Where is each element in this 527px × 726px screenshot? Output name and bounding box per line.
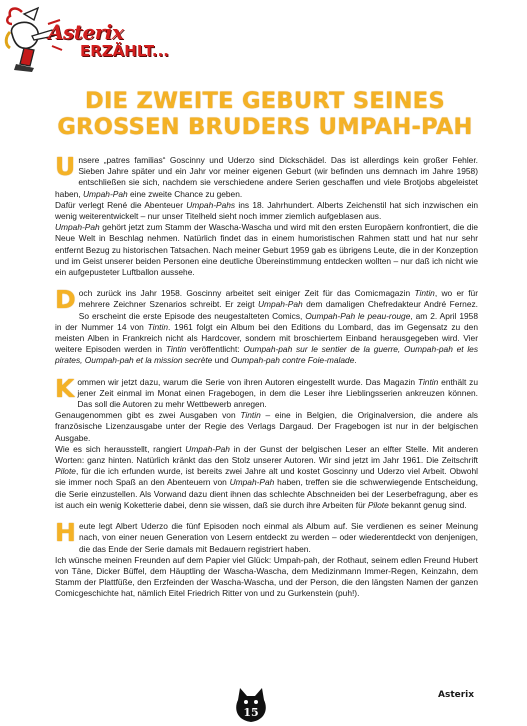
- body-text: . 1961 folgt ein Album bei den Editions du Lombard, das im Gegensatz zu den meisten Alben in Frankreich nicht als Hardcover, sondern mit broschiertem Einband herausgegeben wird. Vier weitere Episoden werden in: [55, 321, 478, 355]
- asterix-erzaehlt-logo: [4, 6, 169, 76]
- article-title: [40, 88, 490, 140]
- body-text: bekannt genug sind.: [388, 499, 467, 510]
- paragraph-1: [55, 152, 479, 278]
- paragraph-4: [55, 518, 478, 599]
- drop-cap: K: [55, 373, 75, 403]
- italic-title-text: Oumpah-pah sur le sentier de la guerre, Oumpah-pah et les pirates, Oumpah-pah et la mission secrète: [55, 344, 479, 366]
- body-text: – eine in Belgien, die Originalversion, die andere als französische Lizenzausgabe unter der Regie des Verlags Dargaud. Der Fragebogen ist nur in der belgischen Ausgabe.: [55, 410, 478, 443]
- body-text: nsere „patres familias“ Goscinny und Uderzo sind Dickschädel. Das ist allerdings kein großer Fehler. Sieben Jahre später und ein Jahr vor meiner eigenen Geburt (wir befinden uns demnach im Jahre 1958) entschließen sie sich, nachdem sie verschiedene andere Serien geschaffen und viele Brotjobs abgeleistet haben,: [55, 155, 478, 199]
- italic-title-text: Umpah-Pah: [257, 299, 303, 310]
- paragraph-text: [55, 518, 478, 599]
- body-text: und: [212, 355, 231, 366]
- body-text: Genaugenommen gibt es zwei Ausgaben von: [55, 410, 241, 421]
- body-text: Wie es sich herausstellt, rangiert: [55, 443, 186, 454]
- italic-title-text: Tintin: [165, 344, 187, 355]
- body-text: och zurück ins Jahr 1958. Goscinny arbeitet seit einiger Zeit für das Comicmagazin: [78, 288, 415, 299]
- footer-brand: Asterix: [438, 690, 475, 700]
- title-line-2: GROSSEN BRUDERS UMPAH-PAH: [57, 114, 473, 140]
- italic-title-text: Oumpah-Pah le peau-rouge: [305, 310, 411, 321]
- italic-title-text: Oumpah-pah contre Foie-malade: [230, 355, 355, 366]
- drop-cap: U: [55, 152, 76, 181]
- italic-title-text: Tintin: [414, 288, 435, 299]
- body-text: , wo er für mehrere Zeichner Szenarios schreibt. Er zeigt: [78, 288, 478, 310]
- body-text: dem damaligen Chefredakteur André Fernez. So erscheint die erste Episode des neugestalteten Comics,: [78, 299, 478, 321]
- italic-title-text: Tintin: [240, 410, 261, 421]
- body-text: Ich wünsche meinen Freunden auf dem Papier viel Glück: Umpah-pah, der Rothaut, seinem edlen Freund Hubert von Täne, Dicker Büffel, dem Häuptling der Wascha-Wascha, dem Medizinmann Immer-Regen, Keinzahn, dem Stamm der Plattfüße, den Erzfeinden der Wascha-Wascha, und der Person, die den längsten Namen der ganzen Comicgeschichte hat, nämlich Eitel Friedrich Ritter von und zu Gurkenstein (puh!).: [55, 554, 478, 599]
- body-text: , für die ich erfunden wurde, ist bereits zwei Jahre alt und kostet Goscinny und Uderzo viel Arbeit. Obwohl sie immer noch Spaß an den Abenteuern von: [55, 466, 478, 488]
- body-text: haben, treffen sie die schwerwiegende Entscheidung, die Serie einzustellen. Als Vorwand dazu dient ihnen das schlechte Abschneiden bei der Leserbefragung, aber es ist auch ein wenig Koketterie dabei, denn sie wissen, daß sie durch ihre Arbeiten für: [55, 477, 478, 510]
- italic-title-text: Umpah-Pah: [229, 477, 275, 488]
- page-number: 15: [243, 706, 259, 719]
- paragraph-text: [55, 285, 479, 366]
- body-text: veröffentlicht:: [186, 344, 244, 355]
- italic-title-text: Umpah-Pah: [185, 443, 230, 454]
- body-text: Dafür verlegt René die Abenteuer: [55, 199, 187, 210]
- italic-title-text: Umpah-Pah: [55, 222, 100, 233]
- italic-title-text: Pilote: [55, 466, 76, 477]
- paragraph-2: [55, 285, 479, 366]
- body-text: in der Gunst der belgischen Leser an elfter Stelle. Mit anderen Worten: ganz hinten. Natürlich kränkt das den Stolz unserer Autoren. Wir sind jetzt im Jahr 1961. Die Zeitschrift: [55, 443, 478, 466]
- italic-title-text: Umpah-Pahs: [186, 199, 236, 210]
- paragraph-text: [55, 373, 478, 511]
- paragraph-text: [55, 152, 479, 278]
- logo-wordmark: Asterix: [48, 20, 124, 44]
- drop-cap: H: [55, 518, 76, 548]
- body-text: ins 18. Jahrhundert. Alberts Zeichenstil hat sich inzwischen ein wenig weiterentwickelt – nur unser Titelheld sieht noch immer ziemlich aufgeblasen aus.: [55, 199, 479, 222]
- italic-title-text: Umpah-Pah: [82, 188, 128, 199]
- paragraph-3: [55, 373, 478, 511]
- body-text: ommen wir jetzt dazu, warum die Serie von ihren Autoren eingestellt wurde. Das Magazin: [77, 376, 418, 387]
- body-text: , am 2. April 1958 in der Nummer 14 von: [55, 310, 478, 332]
- body-text: eute legt Albert Uderzo die fünf Episoden noch einmal als Album auf. Sie verdienen es seiner Meinung nach, von einer neuen Generation von Lesern entdeckt zu werden – oder wiederentdeckt von denjenigen, die das Ende der Serie damals mit Bedauern registriert haben.: [78, 521, 478, 554]
- italic-title-text: Pilote: [367, 499, 389, 510]
- body-text: enthält zu jener Zeit einmal im Monat einen Fragebogen, in dem die Leser ihre Lieblingsserien ankreuzen können. Das soll die Autoren zu mehr Wettbewerb anregen.: [77, 376, 478, 410]
- title-line-1: DIE ZWEITE GEBURT SEINES: [85, 88, 445, 114]
- article-body: [55, 152, 479, 610]
- logo-subtitle: ERZÄHLT...: [80, 42, 169, 60]
- drop-cap: D: [55, 285, 76, 315]
- italic-title-text: Tintin: [417, 376, 439, 387]
- body-text: eine zweite Chance zu geben.: [127, 188, 243, 199]
- body-text: .: [354, 355, 357, 366]
- italic-title-text: Tintin: [147, 321, 169, 332]
- body-text: gehört jetzt zum Stamm der Wascha-Wascha und wird mit den ersten Europäern konfrontiert, die die Neue Welt in Beschlag nehmen. Natürlich findet das in einem humoristischen Rahmen statt und hat nur sehr entfernt Bezug zu historischen Tatsachen. Nach meiner Geburt 1959 gab es übrigens Leute, die in der Konzeption und im Geist unserer beiden Personen eine deutliche Übereinstimmung entdecken wollten – nur daß ich nicht wie ein aufgepusteter Luftballon aussehe.: [55, 222, 478, 278]
